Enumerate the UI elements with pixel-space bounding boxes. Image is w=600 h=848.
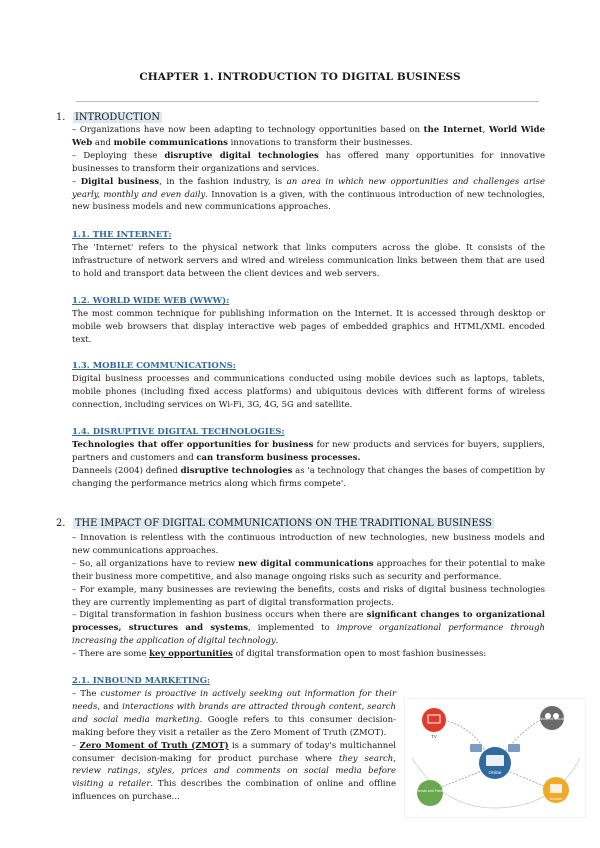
paragraph: – So, all organizations have to review new digital communications approaches for their potential to make their business more competitive, and also manage ongoing risks such as security and performance. [72,558,546,582]
paragraph: – Zero Moment of Truth (ZMOT) is a summary of today's multichannel consumer decision-making for product purchase where they search, review ratings, styles, prices and comments on social media before visiting a retailer. This describes the combination of online and offline influences on purchase... [72,740,396,803]
paragraph: – Organizations have now been adapting to technology opportunities based on the Internet, World Wide Web and mobile communications innovations to transform their businesses. [72,125,545,148]
paragraph: – Innovation is relentless with the continuous introduction of new technologies, new business models and new communications approaches. [72,533,545,556]
section-1-heading [56,111,162,124]
chapter-title: CHAPTER 1. INTRODUCTION TO DIGITAL BUSINESS [139,71,461,83]
section-2-body [72,532,545,661]
section-1-body [72,124,545,214]
subsection-2-1-body [72,688,396,804]
paragraph: – There are some key opportunities of digital transformation open to most fashion businesses: [72,649,487,660]
subsection-1-1-body: The 'Internet' refers to the physical network that links computers across the globe. It consists of the infrastructure of network servers and wired and wireless communication links between them that are used to hold and transport data between the client devices and web servers. [72,243,545,279]
subsection-1-1-heading: 1.1. THE INTERNET: [72,230,172,240]
section-1-number: 1. [56,112,66,123]
section-2-number: 2. [56,518,66,529]
subsection-1-4-body [72,439,545,491]
section-1-title: INTRODUCTION [75,112,161,123]
subsection-1-3-body: Digital business processes and communications conducted using mobile devices such as laptops, tablets, mobile phones (including fixed access platforms) and ubiquitous devices with different forms of wireless connection, including services on Wi-Fi, 3G, 4G, 5G and satellite. [72,374,545,410]
paragraph: – Digital business, in the fashion industry, is an area in which new opportunities and challenges arise yearly, monthly and even daily. Innovation is a given, with the continuous introduction of new technologies, new business models and new communications approaches. [72,176,546,213]
subsection-1-2-body: The most common technique for publishing information on the Internet. It is accessed through desktop or mobile web browsers that display interactive web pages of embedded graphics and HTML/XML encoded text. [72,309,545,345]
paragraph: Technologies that offer opportunities for business for new products and services for buyers, suppliers, partners and customers and can transform business processes. [72,440,545,463]
subsection-1-4-heading: 1.4. DISRUPTIVE DIGITAL TECHNOLOGIES: [72,427,285,437]
subsection-1-2-heading: 1.2. WORLD WIDE WEB (WWW): [72,296,230,306]
paragraph: – Digital transformation in fashion business occurs when there are significant changes to organizational processes, structures and systems, implemented to improve organizational performance through increasing the application of digital technology. [72,610,545,647]
online-label: Online [488,770,502,775]
in-store-label: In-store [549,797,563,801]
in-store-node [543,777,569,803]
section-2-title: THE IMPACT OF DIGITAL COMMUNICATIONS ON THE TRADITIONAL BUSINESS [75,518,492,529]
paragraph: Danneels (2004) defined disruptive technologies as 'a technology that changes the bases of competition by changing the performance metrics along which firms compete'. [72,465,545,489]
paragraph: – For example, many businesses are reviewing the benefits, costs and risks of digital business technologies they are currently implementing as part of digital transformation projects. [72,584,545,608]
section-2-heading [56,517,494,530]
paragraph: – The customer is proactive in actively seeking out information for their needs, and interactions with brands are attracted through content, search and social media marketing. Google refers to this consumer decision-making before they visit a retailer as the Zero Moment of Truth (ZMOT). [72,689,397,738]
subsection-1-3-heading: 1.3. MOBILE COMMUNICATIONS: [72,361,236,371]
paragraph: – Deploying these disruptive digital technologies has offered many opportunities for innovative businesses to transform their organizations and services. [72,150,545,174]
friends-family-label: Friends and Family [414,789,446,793]
title-divider [76,101,539,102]
tv-label: TV [431,734,437,739]
zmot-diagram [404,698,586,818]
subsection-2-1-heading: 2.1. INBOUND MARKETING: [72,676,211,686]
word-of-mouth-label: Word of Mouth [538,716,566,721]
